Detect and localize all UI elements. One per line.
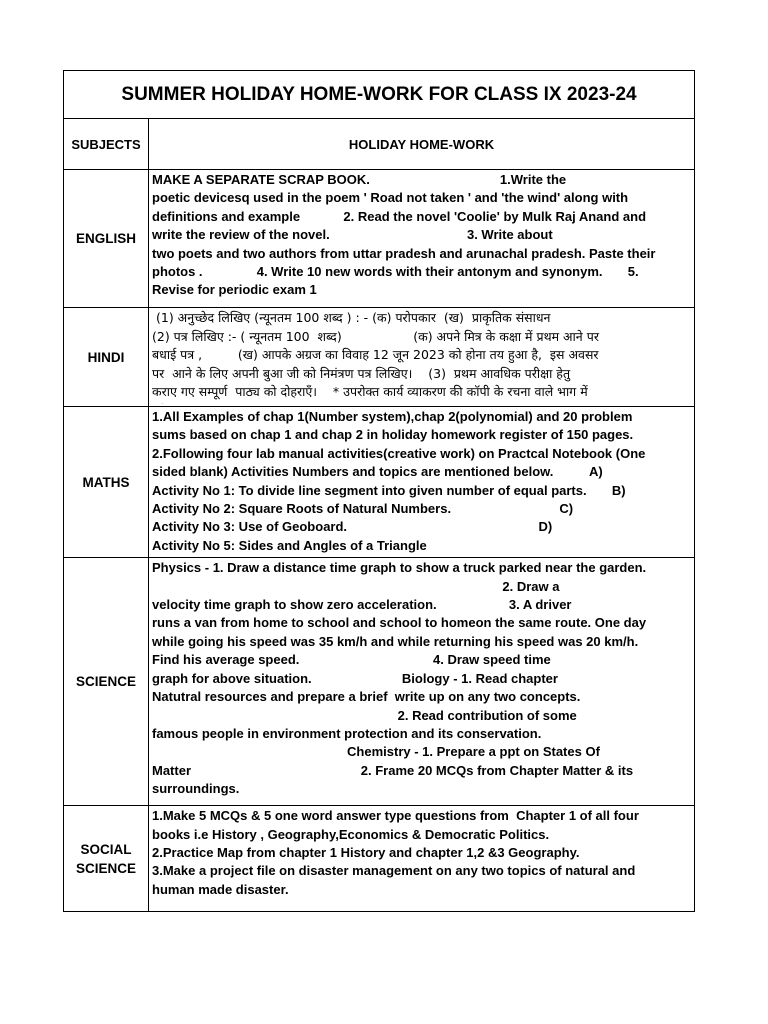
- text-line: 2.Practice Map from chapter 1 History and chapter 1,2 &3 Geography.: [152, 845, 580, 861]
- text-line: two poets and two authors from uttar pradesh and arunachal pradesh. Paste their: [152, 245, 656, 261]
- row-hindi: [64, 308, 695, 407]
- text-line: poetic devicesq used in the poem ' Road not taken ' and 'the wind' along with: [152, 190, 629, 206]
- text-line: Activity No 3: Use of Geoboard. D): [152, 519, 553, 535]
- text-line: sided blank) Activities Numbers and topics are mentioned below. A): [152, 464, 603, 480]
- text-line: Activity No 1: To divide line segment into given number of equal parts. B): [152, 482, 626, 498]
- homework-social-science: [149, 806, 695, 912]
- text-line: human made disaster.: [152, 881, 289, 897]
- row-science: [64, 558, 695, 806]
- text-line: Activity No 5: Sides and Angles of a Triangle: [152, 537, 427, 553]
- text-line: runs a van from home to school and school to homeon the same route. One day: [152, 615, 647, 631]
- subject-line: SCIENCE: [75, 860, 136, 876]
- subject-hindi: HINDI: [64, 308, 149, 407]
- text-line: 1.All Examples of chap 1(Number system),chap 2(polynomial) and 20 problem: [152, 409, 633, 424]
- text-line: पर आने के लिए अपनी बुआ जी को निमंत्रण पत्र लिखिए। (3) प्रथम आवधिक परीक्षा हेतु: [152, 365, 571, 381]
- text-line: Revise for periodic exam 1: [152, 282, 317, 298]
- text-line: 2. Draw a: [152, 578, 560, 594]
- text-line: MAKE A SEPARATE SCRAP BOOK. 1.Write the: [152, 172, 567, 187]
- text-line: famous people in environment protection and its conservation.: [152, 725, 542, 741]
- subject-line: SOCIAL: [80, 841, 132, 857]
- text-line: (2) पत्र लिखिए :- ( न्यूनतम 100 शब्द) (क) अपने मित्र के कक्षा में प्रथम आने पर: [152, 328, 599, 344]
- text-line: velocity time graph to show zero acceleration. 3. A driver: [152, 597, 572, 613]
- text-line: Activity No 2: Square Roots of Natural Numbers. C): [152, 501, 574, 517]
- header-homework: HOLIDAY HOME-WORK: [149, 119, 695, 170]
- subject-maths: MATHS: [64, 407, 149, 558]
- homework-english: [149, 170, 695, 308]
- text-line: write the review of the novel. 3. Write about: [152, 227, 553, 243]
- text-line: sums based on chap 1 and chap 2 in holiday homework register of 150 pages.: [152, 427, 634, 443]
- text-line: Chemistry - 1. Prepare a ppt on States Of: [152, 744, 600, 760]
- homework-science: [149, 558, 695, 806]
- text-line: photos . 4. Write 10 new words with their antonym and synonym. 5.: [152, 264, 639, 280]
- subject-science: SCIENCE: [64, 558, 149, 806]
- text-line: while going his speed was 35 km/h and while returning his speed was 20 km/h.: [152, 633, 639, 649]
- subject-social-science: [64, 806, 149, 912]
- text-line: कराए गए सम्पूर्ण पाठ्य को दोहराएँ। * उपरोक्त कार्य व्याकरण की कॉपी के रचना वाले भाग में: [152, 384, 588, 400]
- text-line: surroundings.: [152, 781, 240, 797]
- homework-hindi: [149, 308, 695, 407]
- homework-table: [63, 70, 695, 912]
- text-line: Natutral resources and prepare a brief write up on any two concepts.: [152, 689, 581, 705]
- row-social-science: [64, 806, 695, 912]
- subject-english: ENGLISH: [64, 170, 149, 308]
- text-line: Matter 2. Frame 20 MCQs from Chapter Matter & its: [152, 762, 634, 778]
- text-line: [152, 402, 690, 404]
- text-line: Find his average speed. 4. Draw speed time: [152, 652, 551, 668]
- row-maths: [64, 407, 695, 558]
- document-title: SUMMER HOLIDAY HOME-WORK FOR CLASS IX 2023-24: [64, 71, 695, 119]
- text-line: 3.Make a project file on disaster management on any two topics of natural and: [152, 863, 636, 879]
- text-line: definitions and example 2. Read the novel 'Coolie' by Mulk Raj Anand and: [152, 208, 647, 224]
- text-line: (1) अनुच्छेद लिखिए (न्यूनतम 100 शब्द ) : - (क) परोपकार (ख) प्राकृतिक संसाधन: [152, 310, 551, 325]
- text-line: 2.Following four lab manual activities(creative work) on Practcal Notebook (One: [152, 445, 646, 461]
- text-line: graph for above situation. Biology - 1. Read chapter: [152, 670, 558, 686]
- homework-maths: [149, 407, 695, 558]
- header-subjects: SUBJECTS: [64, 119, 149, 170]
- text-line: 1.Make 5 MCQs & 5 one word answer type questions from Chapter 1 of all four: [152, 808, 639, 824]
- text-line: books i.e History , Geography,Economics & Democratic Politics.: [152, 826, 550, 842]
- text-line: 2. Read contribution of some: [152, 707, 577, 723]
- text-line: Physics - 1. Draw a distance time graph to show a truck parked near the garden.: [152, 560, 647, 576]
- row-english: [64, 170, 695, 308]
- text-line: बधाई पत्र , (ख) आपके अग्रज का विवाह 12 जून 2023 को होना तय हुआ है, इस अवसर: [152, 347, 599, 363]
